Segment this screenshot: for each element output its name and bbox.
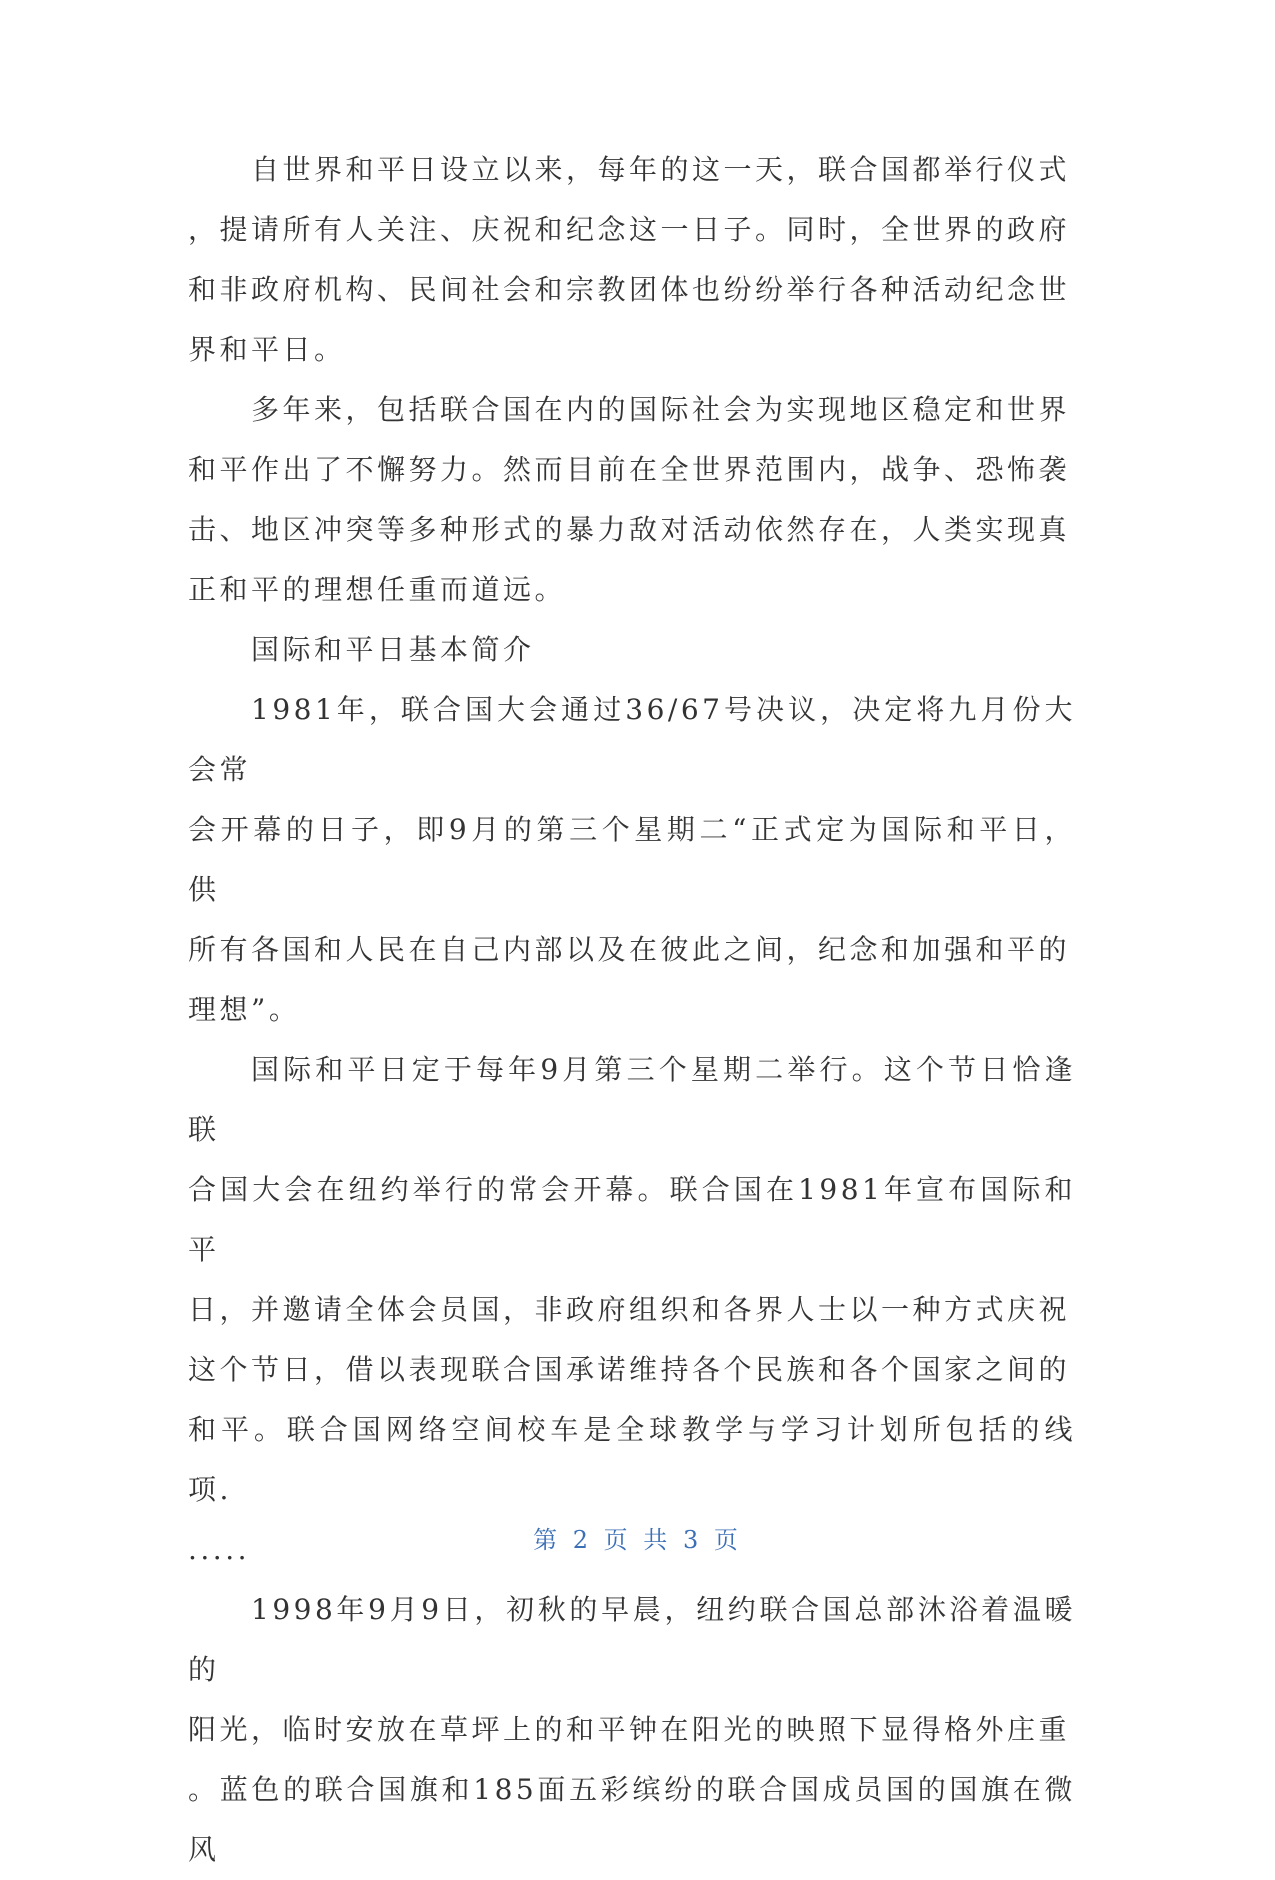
document-body	[188, 140, 1076, 1880]
paragraph-3: 1981年，联合国大会通过36/67号决议，决定将九月份大会常 会开幕的日子，即9月的第三个星期二“正式定为国际和平日，供 所有各国和人民在自己内部以及在彼此之间，纪念和加强和平的 理想”。	[188, 693, 1076, 1026]
paragraph-2: 多年来，包括联合国在内的国际社会为实现地区稳定和世界 和平作出了不懈努力。然而目前在全世界范围内，战争、恐怖袭 击、地区冲突等多种形式的暴力敌对活动依然存在，人类实现真 正和平的理想任重而道远。	[188, 393, 1071, 606]
section-heading: 国际和平日基本简介	[251, 633, 535, 666]
paragraph-4: 国际和平日定于每年9月第三个星期二举行。这个节日恰逢联 合国大会在纽约举行的常会开幕。联合国在1981年宣布国际和平 日，并邀请全体会员国，非政府组织和各界人士以一种方式庆祝 这个节日，借以表现联合国承诺维持各个民族和各个国家之间的 和平。联合国网络空间校车是全球教学与学习计划所包括的线项. .....	[188, 1053, 1076, 1566]
page-number-footer: 第 2 页 共 3 页	[533, 1526, 742, 1554]
paragraph-5: 1998年9月9日，初秋的早晨，纽约联合国总部沐浴着温暖的 阳光，临时安放在草坪上的和平钟在阳光的映照下显得格外庄重 。蓝色的联合国旗和185面五彩缤纷的联合国成员国的国旗在微风	[188, 1593, 1076, 1866]
paragraph-1: 自世界和平日设立以来，每年的这一天，联合国都举行仪式 ，提请所有人关注、庆祝和纪念这一日子。同时，全世界的政府 和非政府机构、民间社会和宗教团体也纷纷举行各种活动纪念世 界和平日。	[188, 153, 1071, 366]
